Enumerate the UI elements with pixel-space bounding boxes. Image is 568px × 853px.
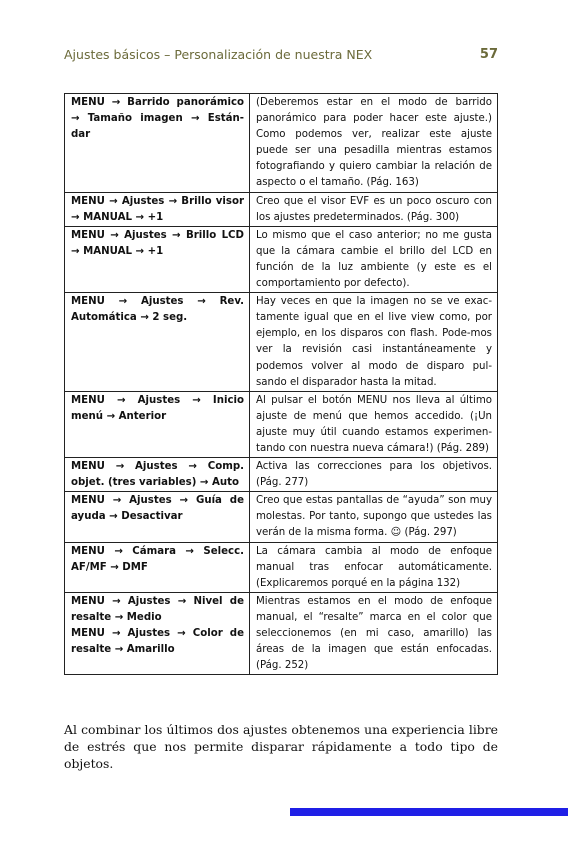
menu-path-cell <box>65 94 250 193</box>
table-row <box>65 592 498 674</box>
description-cell: (Deberemos estar en el modo de barrido panorámico para poder hacer este ajuste.) Como podemos ver, realizar este ajuste puede ser una pesadilla mientras estamos fotografiando y quiero cambiar la relación de aspecto o el tamaño. (Pág. 163) <box>250 94 498 193</box>
body-paragraph: Al combinar los últimos dos ajustes obtenemos una experiencia libre de estrés que nos permite disparar rápidamente a todo tipo de objetos. <box>64 722 498 771</box>
menu-path-text: MENU → Ajustes → Comp. objet. (tres variables) → Auto <box>71 461 244 489</box>
description-cell: Creo que estas pantallas de “ayuda” son muy molestas. Por tanto, supongo que ustedes las verán de la misma forma. ☺ (Pág. 297) <box>250 492 498 542</box>
table-row <box>65 458 498 492</box>
running-header <box>64 47 498 67</box>
menu-path-cell <box>65 492 250 542</box>
menu-path-cell <box>65 542 250 592</box>
menu-path-cell <box>65 226 250 292</box>
menu-path-cell <box>65 192 250 226</box>
menu-path-text: MENU → Ajustes → Guía de ayuda → Desactivar <box>71 495 244 523</box>
description-cell: Mientras estamos en el modo de enfoque manual, el “resalte” marca en el color que seleccionemos (en mi caso, amarillo) las áreas de la imagen que están enfocadas. (Pág. 252) <box>250 592 498 674</box>
menu-path-text: MENU → Ajustes → Color de resalte → Amarillo <box>71 628 244 656</box>
menu-path-cell <box>65 592 250 674</box>
description-cell: Lo mismo que el caso anterior; no me gusta que la cámara cambie el brillo del LCD en función de la luz ambiente (y este es el comportamiento por defecto). <box>250 226 498 292</box>
menu-path-text: MENU → Ajustes → Nivel de resalte → Medio <box>71 595 244 623</box>
menu-path-text: MENU → Ajustes → Inicio menú → Anterior <box>71 394 244 422</box>
menu-path-cell <box>65 293 250 392</box>
description-cell: La cámara cambia al modo de enfoque manual tras enfocar automáticamente. (Explicaremos porqué en la página 132) <box>250 542 498 592</box>
page-number: 57 <box>479 47 498 62</box>
table-row <box>65 226 498 292</box>
menu-path-text: MENU → Barrido panorámico → Tamaño imagen → Están-dar <box>71 97 244 141</box>
description-cell: Hay veces en que la imagen no se ve exac-tamente igual que en el live view como, por ejemplo, en los disparos con flash. Pode-mos ver la revisión casi instantáneamente y podemos volver al modo de disparo pul-sando el disparador hasta la mitad. <box>250 293 498 392</box>
menu-path-text: MENU → Ajustes → Rev. Automática → 2 seg. <box>71 296 244 324</box>
description-cell: Creo que el visor EVF es un poco oscuro con los ajustes predeterminados. (Pág. 300) <box>250 192 498 226</box>
menu-path-cell <box>65 458 250 492</box>
menu-path-text: MENU → Ajustes → Brillo visor → MANUAL → +1 <box>71 195 244 223</box>
table-row <box>65 542 498 592</box>
table-row <box>65 94 498 193</box>
settings-table <box>64 93 498 675</box>
table-row <box>65 293 498 392</box>
menu-path-text: MENU → Ajustes → Brillo LCD → MANUAL → +1 <box>71 229 244 257</box>
menu-path-cell <box>65 391 250 457</box>
description-cell: Al pulsar el botón MENU nos lleva al último ajuste de menú que hemos accedido. (¡Un ajuste muy útil cuando estamos experimen-tando con nuestra nueva cámara!) (Pág. 289) <box>250 391 498 457</box>
table-row <box>65 391 498 457</box>
table-row <box>65 192 498 226</box>
footer-accent-bar <box>290 808 568 816</box>
description-cell: Activa las correcciones para los objetivos. (Pág. 277) <box>250 458 498 492</box>
page-header-title: Ajustes básicos – Personalización de nuestra NEX <box>64 47 373 62</box>
menu-path-text: MENU → Cámara → Selecc. AF/MF → DMF <box>71 545 244 573</box>
settings-table-body <box>65 94 498 675</box>
table-row <box>65 492 498 542</box>
